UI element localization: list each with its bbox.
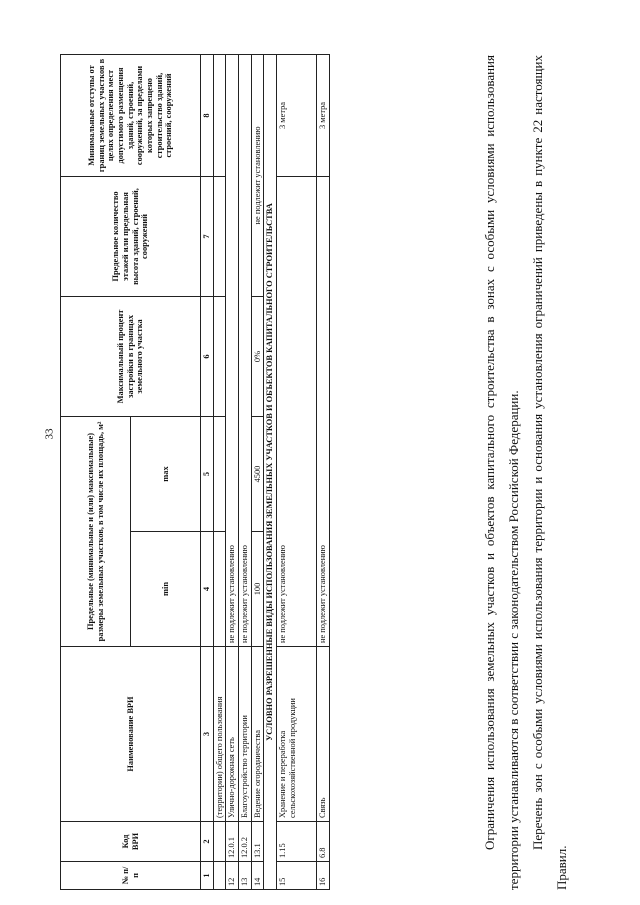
row-merged-value: не подлежит установлению — [226, 55, 239, 647]
row-no: 12 — [226, 862, 239, 890]
col-number: 8 — [201, 55, 214, 177]
row-min: 100 — [251, 532, 264, 647]
header-min: min — [131, 532, 201, 647]
column-numbers-row — [201, 55, 214, 890]
zoning-table — [60, 54, 330, 890]
row-name: (территории) общего пользования — [213, 647, 226, 822]
table-row — [226, 55, 239, 890]
header-name: Наименование ВРИ — [61, 647, 201, 822]
row-code: 6.8 — [316, 822, 329, 862]
table-row — [238, 55, 251, 890]
row-no: 16 — [316, 862, 329, 890]
row-name: Улично-дорожная сеть — [226, 647, 239, 822]
header-floors: Предельное количество этажей или предельная высота зданий, строений, сооружений — [61, 177, 201, 297]
header-area-group: Предельные (минимальные и (или) максимальные) размеры земельных участков, в том числе их площадь, м² — [61, 417, 131, 647]
row-code: 12.0.2 — [238, 822, 251, 862]
row-name: Ведение огородничества — [251, 647, 264, 822]
row-floors-setbacks: не подлежит установлению — [251, 55, 264, 297]
paragraph-restrictions: Ограничения использования земельных участков и объектов капитального строительства в зонах с особыми условиями использования территории устанавливаются в соответствии с законодательством Российской Федерации. — [482, 55, 521, 890]
col-number: 4 — [201, 532, 214, 647]
paragraph-zone-list: Перечень зон с особыми условиями использования территории и основания установления ограничений приведены в пункте 22 настоящих Правил. — [530, 55, 569, 890]
col-number: 2 — [201, 822, 214, 862]
header-coverage: Максимальный процент застройки в границах земельного участка — [61, 297, 201, 417]
row-no: 15 — [276, 862, 316, 890]
table-row — [276, 55, 316, 890]
row-name: Хранение и переработка сельскохозяйственной продукции — [276, 647, 316, 822]
table-row — [213, 55, 226, 890]
row-merged-value: не подлежит установлению — [316, 177, 329, 647]
row-no: 13 — [238, 862, 251, 890]
col-number: 6 — [201, 297, 214, 417]
row-setbacks: 3 метра — [276, 55, 316, 177]
header-code: Код ВРИ — [61, 822, 201, 862]
header-max: max — [131, 417, 201, 532]
table-header-row — [61, 55, 131, 890]
row-setbacks: 3 метра — [316, 55, 329, 177]
col-number: 3 — [201, 647, 214, 822]
row-name: Связь — [316, 647, 329, 822]
col-number: 7 — [201, 177, 214, 297]
row-no: 14 — [251, 862, 264, 890]
col-number: 5 — [201, 417, 214, 532]
row-code: 12.0.1 — [226, 822, 239, 862]
page-number: 33 — [43, 428, 56, 440]
row-max: 4500 — [251, 417, 264, 532]
header-no: № п/п — [61, 862, 201, 890]
row-merged-value: не подлежит установлению — [276, 177, 316, 647]
row-coverage: 0% — [251, 297, 264, 417]
table-row — [251, 55, 264, 890]
section-header-row — [264, 55, 277, 890]
table-row — [316, 55, 329, 890]
section-title: УСЛОВНО РАЗРЕШЕННЫЕ ВИДЫ ИСПОЛЬЗОВАНИЯ ЗЕМЕЛЬНЫХ УЧАСТКОВ И ОБЪЕКТОВ КАПИТАЛЬНОГО СТРОИТЕЛЬСТВА — [264, 55, 277, 890]
row-code: 13.1 — [251, 822, 264, 862]
row-name: Благоустройство территории — [238, 647, 251, 822]
row-merged-value: не подлежит установлению — [238, 55, 251, 647]
header-setbacks: Минимальные отступы от границ земельных участков в целях определения мест допустимого размещения зданий, строений, сооружений, за пределами которых запрещено строительство зданий, строений, сооружений — [61, 55, 201, 177]
rotated-page-content — [60, 55, 580, 890]
col-number: 1 — [201, 862, 214, 890]
row-code: 1.15 — [276, 822, 316, 862]
